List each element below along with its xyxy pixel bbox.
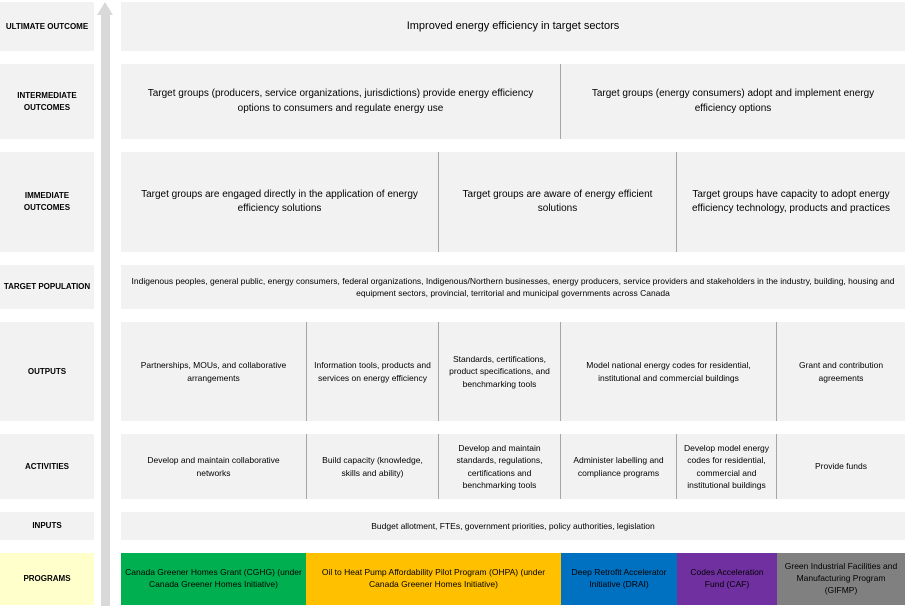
label-ultimate-outcome: ULTIMATE OUTCOME <box>0 2 94 51</box>
ultimate-outcome-row <box>121 2 905 51</box>
flow-arrow-shaft <box>101 14 110 606</box>
target-population-text: Indigenous peoples, general public, energy consumers, federal organizations, Indigenous/Northern businesses, energy producers, service providers and stakeholders in the industry, building, housing and equipment sectors, provincial, territorial and municipal governments across Canada <box>131 275 895 298</box>
program-cghg: Canada Greener Homes Grant (CGHG) (under Canada Greener Homes Initiative) <box>121 553 306 605</box>
activity-1: Develop and maintain collaborative networks <box>147 455 280 478</box>
activity-4: Administer labelling and compliance programs <box>573 455 664 478</box>
activity-6: Provide funds <box>815 461 867 472</box>
label-inputs: INPUTS <box>0 512 94 540</box>
label-intermediate-outcomes: INTERMEDIATE OUTCOMES <box>0 64 94 139</box>
output-2: Information tools, products and services on energy efficiency <box>314 360 431 383</box>
program-gifmp: Green Industrial Facilities and Manufacturing Program (GIFMP) <box>777 553 905 605</box>
target-population-row <box>121 265 905 309</box>
activity-2: Build capacity (knowledge, skills and ability) <box>322 455 423 478</box>
output-3: Standards, certifications, product specifications, and benchmarking tools <box>449 354 550 389</box>
output-4: Model national energy codes for residential, institutional and commercial buildings <box>586 360 751 383</box>
label-activities: ACTIVITIES <box>0 434 94 499</box>
immediate-outcome-1: Target groups are engaged directly in the application of energy efficiency solutions <box>141 188 418 214</box>
activity-5: Develop model energy codes for residential, commercial and institutional buildings <box>683 442 770 490</box>
ultimate-outcome-text: Improved energy efficiency in target sectors <box>406 19 620 32</box>
output-5: Grant and contribution agreements <box>798 360 884 383</box>
activity-3: Develop and maintain standards, regulations, certifications and benchmarking tools <box>456 442 543 490</box>
intermediate-outcomes-row <box>121 64 905 139</box>
intermediate-outcome-1: Target groups (producers, service organizations, jurisdictions) provide energy efficiency options to consumers and regulate energy use <box>147 88 534 114</box>
label-programs: PROGRAMS <box>0 553 94 605</box>
inputs-text: Budget allotment, FTEs, government priorities, policy authorities, legislation <box>371 520 655 531</box>
program-drai: Deep Retrofit Accelerator Initiative (DRAI) <box>561 553 677 605</box>
output-1: Partnerships, MOUs, and collaborative arrangements <box>140 360 287 383</box>
activities-row <box>121 434 905 499</box>
label-outputs: OUTPUTS <box>0 322 94 421</box>
program-ohpa: Oil to Heat Pump Affordability Pilot Program (OHPA) (under Canada Greener Homes Initiative) <box>306 553 561 605</box>
immediate-outcome-2: Target groups are aware of energy efficient solutions <box>462 188 653 214</box>
immediate-outcome-3: Target groups have capacity to adopt energy efficiency technology, products and practices <box>691 188 891 214</box>
inputs-row <box>121 512 905 540</box>
flow-arrow-head-icon <box>97 2 113 15</box>
program-caf: Codes Acceleration Fund (CAF) <box>677 553 777 605</box>
immediate-outcomes-row <box>121 152 905 252</box>
outputs-row <box>121 322 905 421</box>
intermediate-outcome-2: Target groups (energy consumers) adopt and implement energy efficiency options <box>591 88 875 114</box>
label-immediate-outcomes: IMMEDIATE OUTCOMES <box>0 152 94 252</box>
label-target-population: TARGET POPULATION <box>0 265 94 309</box>
